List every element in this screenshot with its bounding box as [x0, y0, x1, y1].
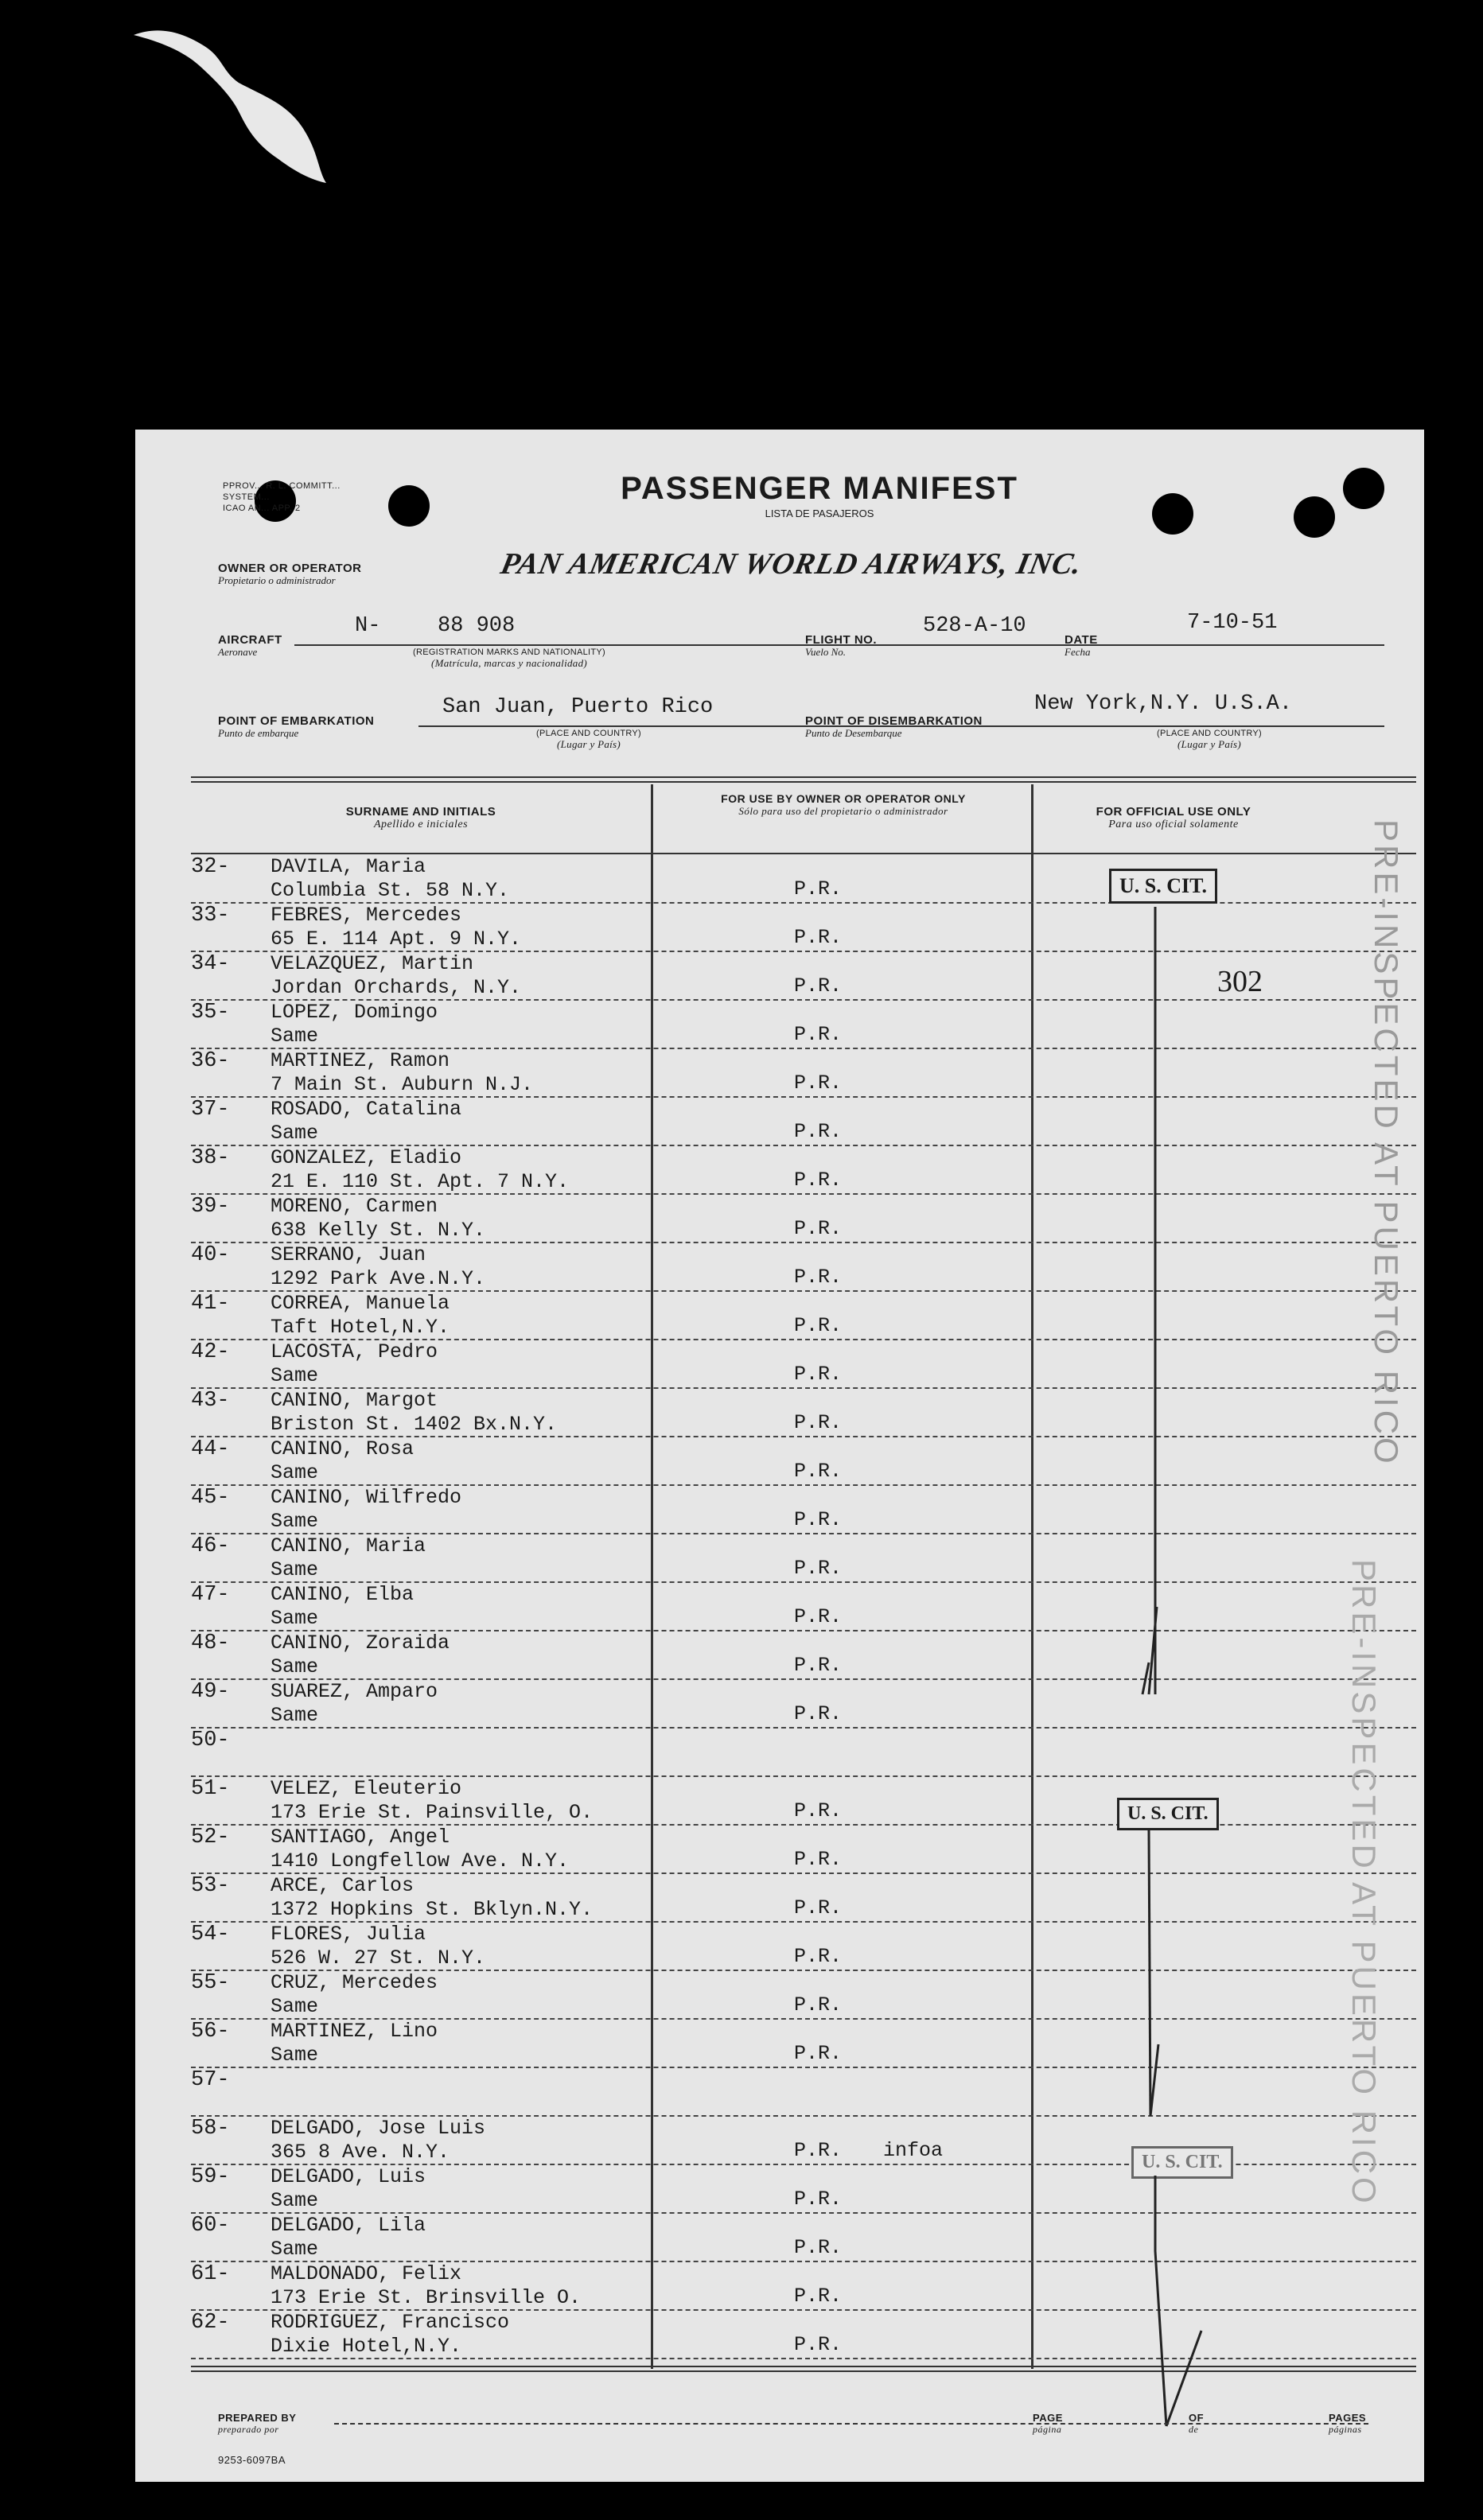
passenger-name: SERRANO, Juan — [271, 1243, 426, 1266]
passenger-name: DELGADO, Lila — [271, 2214, 426, 2237]
aircraft-label-es: Aeronave — [218, 646, 258, 658]
passenger-name: CANINO, Wilfredo — [271, 1486, 462, 1509]
passenger-name: ROSADO, Catalina — [271, 1098, 462, 1121]
passenger-address: 638 Kelly St. N.Y. — [271, 1219, 486, 1242]
passenger-address: Same — [271, 2189, 319, 2212]
official-number: 302 — [1217, 965, 1263, 998]
passenger-name: CANINO, Rosa — [271, 1437, 415, 1460]
prepared-by-en: PREPARED BY — [218, 2412, 297, 2424]
row-number: 43- — [191, 1389, 230, 1413]
owner-use-value: P.R. — [794, 2285, 843, 2308]
passenger-address: Same — [271, 1510, 319, 1533]
passenger-address: Same — [271, 1558, 319, 1581]
prepared-by-line — [334, 2423, 1368, 2425]
passenger-name: SUAREZ, Amparo — [271, 1680, 438, 1703]
owner-use-value: P.R. — [794, 1557, 843, 1580]
row-number: 59- — [191, 2165, 230, 2189]
row-number: 41- — [191, 1292, 230, 1316]
passenger-name: CRUZ, Mercedes — [271, 1971, 438, 1994]
row-number: 39- — [191, 1195, 230, 1219]
owner-use-value: P.R. — [794, 1848, 843, 1871]
passenger-address: 1372 Hopkins St. Bklyn.N.Y. — [271, 1898, 594, 1921]
embark-label: POINT OF EMBARKATION — [218, 714, 375, 728]
column-header-owner — [716, 792, 971, 818]
owner-use-value: P.R. — [794, 1266, 843, 1289]
passenger-name: CANINO, Zoraida — [271, 1631, 450, 1655]
disembark-value: New York,N.Y. U.S.A. — [1034, 692, 1293, 716]
row-number: 55- — [191, 1971, 230, 1995]
owner-use-value: P.R. — [794, 1896, 843, 1919]
row-number: 32- — [191, 855, 230, 879]
disembark-label: POINT OF DISEMBARKATION — [805, 714, 983, 728]
prepared-by-label — [218, 2412, 296, 2436]
embark-value: San Juan, Puerto Rico — [442, 695, 714, 719]
passenger-name: FLORES, Julia — [271, 1923, 426, 1946]
passenger-address: Briston St. 1402 Bx.N.Y. — [271, 1413, 558, 1436]
punch-hole — [1294, 496, 1335, 538]
row-number: 36- — [191, 1049, 230, 1073]
owner-use-value: P.R. — [794, 1702, 843, 1725]
column-header-surname-es: Apellido e iniciales — [373, 819, 469, 830]
passenger-address: Taft Hotel,N.Y. — [271, 1316, 450, 1339]
embark-caption — [509, 729, 668, 751]
passenger-address: Same — [271, 1607, 319, 1630]
owner-use-value: P.R. — [794, 2188, 843, 2211]
row-number: 54- — [191, 1923, 230, 1946]
row-number: 45- — [191, 1486, 230, 1510]
passenger-address: 365 8 Ave. N.Y. — [271, 2141, 450, 2164]
owner-use-value: P.R. — [794, 1217, 843, 1240]
us-citizen-stamp: U. S. CIT. — [1109, 869, 1217, 904]
owner-use-value: P.R. — [794, 1654, 843, 1677]
row-number: 40- — [191, 1243, 230, 1267]
of-label-en: OF — [1189, 2412, 1205, 2424]
paper-scrap — [127, 24, 414, 191]
aircraft-caption-es: (Matrícula, marcas y nacionalidad) — [430, 657, 588, 669]
passenger-name: CANINO, Maria — [271, 1534, 426, 1558]
row-number: 48- — [191, 1631, 230, 1655]
approval-line: PPROV... R. L. COMMITT... — [223, 481, 341, 491]
passenger-address: 1410 Longfellow Ave. N.Y. — [271, 1849, 570, 1872]
flight-label: FLIGHT NO. — [805, 633, 877, 647]
table-row — [191, 855, 1416, 904]
date-value: 7-10-51 — [1187, 611, 1278, 635]
column-header-official-en: FOR OFFICIAL USE ONLY — [1096, 805, 1251, 819]
owner-use-value: P.R. — [794, 1169, 843, 1192]
aircraft-label: AIRCRAFT — [218, 633, 282, 647]
owner-use-value: P.R. — [794, 1993, 843, 2016]
column-header-official-es: Para uso oficial solamente — [1108, 819, 1239, 830]
row-number: 38- — [191, 1146, 230, 1170]
row-number: 57- — [191, 2068, 230, 2092]
of-label-es: de — [1189, 2424, 1199, 2435]
row-number: 34- — [191, 952, 230, 976]
row-number: 49- — [191, 1680, 230, 1704]
passenger-name: FEBRES, Mercedes — [271, 904, 462, 927]
passenger-name: DAVILA, Maria — [271, 855, 426, 878]
passenger-address: 173 Erie St. Painsville, O. — [271, 1801, 594, 1824]
passenger-address: Columbia St. 58 N.Y. — [271, 879, 510, 902]
passenger-name: VELAZQUEZ, Martin — [271, 952, 474, 975]
owner-use-value: P.R. — [794, 1605, 843, 1628]
passenger-address: Same — [271, 1655, 319, 1678]
aircraft-caption — [366, 648, 652, 670]
passenger-address: Same — [271, 1025, 319, 1048]
owner-label-es: Propietario o administrador — [218, 574, 336, 586]
page-title: PASSENGER MANIFEST — [621, 471, 1018, 506]
owner-use-value: P.R. — [794, 1508, 843, 1531]
passenger-name: LACOSTA, Pedro — [271, 1340, 438, 1363]
row-number: 51- — [191, 1777, 230, 1801]
approval-line: ICAO AN... APP. 2 — [223, 504, 301, 513]
flight-value: 528-A-10 — [923, 614, 1026, 638]
prepared-by-es: preparado por — [218, 2424, 279, 2435]
passenger-name: MALDONADO, Felix — [271, 2262, 462, 2285]
passenger-name: VELEZ, Eleuterio — [271, 1777, 462, 1800]
passenger-address: Same — [271, 1122, 319, 1145]
passenger-name: LOPEZ, Domingo — [271, 1001, 438, 1024]
disembark-caption-es: (Lugar y País) — [1177, 738, 1242, 750]
owner-use-value: P.R. — [794, 877, 843, 900]
row-number: 50- — [191, 1729, 230, 1752]
passenger-name: DELGADO, Jose Luis — [271, 2117, 486, 2140]
aircraft-value: 88 908 — [438, 614, 516, 638]
row-number: 56- — [191, 2020, 230, 2044]
disembark-label-es: Punto de Desembarque — [805, 727, 902, 739]
aircraft-prefix: N- — [355, 614, 381, 638]
owner-use-value: P.R. — [794, 1363, 843, 1386]
passenger-name: CANINO, Margot — [271, 1389, 438, 1412]
date-label: DATE — [1065, 633, 1098, 647]
pages-label-en: PAGES — [1329, 2412, 1367, 2424]
owner-use-value: P.R. — [794, 2042, 843, 2065]
flight-label-es: Vuelo No. — [805, 646, 847, 658]
owner-use-value: P.R. — [794, 1071, 843, 1095]
passenger-address: 21 E. 110 St. Apt. 7 N.Y. — [271, 1170, 570, 1193]
column-header-official — [1042, 805, 1305, 831]
punch-hole — [388, 485, 430, 527]
embark-caption-en: (PLACE AND COUNTRY) — [535, 729, 642, 738]
manifest-sheet — [135, 430, 1424, 2482]
owner-use-value: P.R. — [794, 1460, 843, 1483]
header-bottom-rule — [191, 853, 1416, 854]
row-number: 35- — [191, 1001, 230, 1025]
form-code: 9253-6097BA — [218, 2454, 286, 2466]
row-number: 47- — [191, 1583, 230, 1607]
row-number: 37- — [191, 1098, 230, 1122]
check-marks — [1090, 899, 1345, 2442]
embark-label-es: Punto de embarque — [218, 727, 299, 739]
passenger-address: Same — [271, 1704, 319, 1727]
disembark-caption — [1130, 729, 1289, 751]
owner-use-value: P.R. — [794, 2139, 843, 2162]
row-number: 44- — [191, 1437, 230, 1461]
passenger-address: 526 W. 27 St. N.Y. — [271, 1946, 486, 1970]
passenger-address: 173 Erie St. Brinsville O. — [271, 2286, 582, 2309]
table-top-rule — [191, 776, 1416, 783]
pre-inspected-stamp: PRE-INSPECTED AT PUERTO RICO — [1345, 1559, 1383, 2207]
row-number: 42- — [191, 1340, 230, 1364]
row-number: 52- — [191, 1826, 230, 1849]
row-number: 61- — [191, 2262, 230, 2286]
owner-use-value: P.R. — [794, 1023, 843, 1046]
owner-use-value: P.R. — [794, 1799, 843, 1822]
approval-line: SYSTEM... — [223, 492, 270, 502]
owner-use-value: P.R. — [794, 926, 843, 949]
row-number: 62- — [191, 2311, 230, 2335]
owner-use-value: P.R. — [794, 974, 843, 998]
pages-label — [1329, 2412, 1366, 2436]
passenger-name: RODRIGUEZ, Francisco — [271, 2311, 510, 2334]
owner-note: infoa — [883, 2139, 944, 2162]
passenger-address: Same — [271, 2044, 319, 2067]
punch-hole — [1343, 468, 1384, 509]
passenger-address: 65 E. 114 Apt. 9 N.Y. — [271, 928, 522, 951]
pages-label-es: páginas — [1329, 2424, 1362, 2435]
owner-use-value: P.R. — [794, 1411, 843, 1434]
row-number: 60- — [191, 2214, 230, 2238]
passenger-name: SANTIAGO, Angel — [271, 1826, 450, 1849]
page-label — [1033, 2412, 1063, 2436]
passenger-name: MARTINEZ, Ramon — [271, 1049, 450, 1072]
passenger-name: MORENO, Carmen — [271, 1195, 438, 1218]
passenger-address: Same — [271, 1364, 319, 1387]
column-header-owner-es: Sólo para uso del propietario o administrador — [738, 805, 948, 817]
punch-hole — [1152, 493, 1193, 535]
passenger-name: MARTINEZ, Lino — [271, 2020, 438, 2043]
column-header-surname — [191, 805, 651, 831]
aircraft-caption-en: (REGISTRATION MARKS AND NATIONALITY) — [412, 648, 606, 657]
page-subtitle: LISTA DE PASAJEROS — [765, 508, 874, 519]
row-number: 53- — [191, 1874, 230, 1898]
airline-name: PAN AMERICAN WORLD AIRWAYS, INC. — [497, 547, 1086, 581]
owner-use-value: P.R. — [794, 2333, 843, 2356]
owner-use-value: P.R. — [794, 1945, 843, 1968]
passenger-name: CORREA, Manuela — [271, 1292, 450, 1315]
us-citizen-stamp: U. S. CIT. — [1131, 2146, 1233, 2179]
row-number: 33- — [191, 904, 230, 928]
passenger-address: Jordan Orchards, N.Y. — [271, 976, 522, 999]
column-header-owner-en: FOR USE BY OWNER OR OPERATOR ONLY — [721, 792, 966, 805]
row-number: 46- — [191, 1534, 230, 1558]
passenger-address: Dixie Hotel,N.Y. — [271, 2335, 462, 2358]
date-label-es: Fecha — [1065, 646, 1091, 658]
passenger-address: Same — [271, 2238, 319, 2261]
row-number: 58- — [191, 2117, 230, 2141]
owner-use-value: P.R. — [794, 2236, 843, 2259]
passenger-name: GONZALEZ, Eladio — [271, 1146, 462, 1169]
passenger-name: DELGADO, Luis — [271, 2165, 426, 2188]
embark-caption-es: (Lugar y País) — [556, 738, 621, 750]
page-label-es: página — [1033, 2424, 1062, 2435]
pre-inspected-stamp: PRE-INSPECTED AT PUERTO RICO — [1368, 819, 1405, 1467]
passenger-address: Same — [271, 1461, 319, 1484]
of-label — [1189, 2412, 1204, 2436]
passenger-name: ARCE, Carlos — [271, 1874, 415, 1897]
disembark-caption-en: (PLACE AND COUNTRY) — [1156, 729, 1263, 738]
owner-label: OWNER OR OPERATOR — [218, 562, 362, 575]
page-label-en: PAGE — [1033, 2412, 1063, 2424]
passenger-address: 1292 Park Ave.N.Y. — [271, 1267, 486, 1290]
passenger-address: Same — [271, 1995, 319, 2018]
owner-use-value: P.R. — [794, 1120, 843, 1143]
us-citizen-stamp: U. S. CIT. — [1117, 1798, 1219, 1830]
passenger-address: 7 Main St. Auburn N.J. — [271, 1073, 534, 1096]
passenger-name: CANINO, Elba — [271, 1583, 415, 1606]
column-header-surname-en: SURNAME AND INITIALS — [345, 805, 496, 819]
owner-use-value: P.R. — [794, 1314, 843, 1337]
